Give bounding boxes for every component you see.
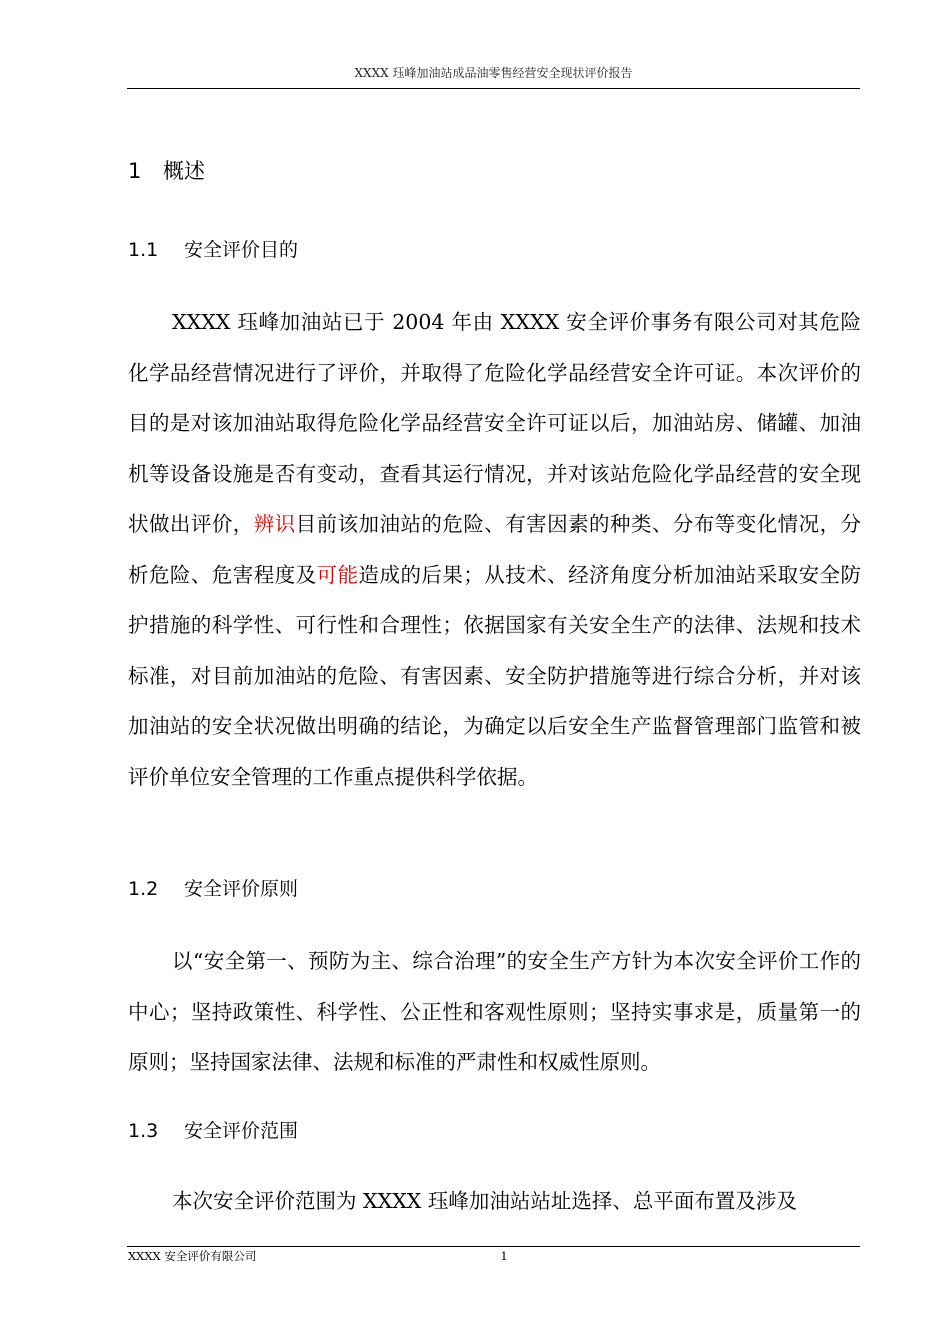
section-1-1-number: 1.1 xyxy=(128,239,159,261)
section-1-number: 1 xyxy=(128,159,142,183)
section-1-2-heading xyxy=(128,875,298,903)
paragraph-text-a: XXXX 珏峰加油站已于 2004 年由 XXXX 安全评价事务有限公司对其危险化学品经营情况进行了评价，并取得了危险化学品经营安全许可证。本次评价的目的是对该加油站取得危险化学品经营安全许可证以后，加油站房、储罐、加油机等设备设施是否有变动，查看其运行情况，并对该站危险化学品经营的安全现状做出评价， xyxy=(128,310,861,536)
section-1-3-paragraph: 本次安全评价范围为 XXXX 珏峰加油站站址选择、总平面布置及涉及 xyxy=(172,1189,797,1213)
highlight-text-b: 可能 xyxy=(316,562,359,587)
section-1-title: 概述 xyxy=(163,159,205,183)
footer-company: XXXX 安全评价有限公司 xyxy=(128,1249,257,1263)
section-1-1-paragraph xyxy=(128,297,861,802)
section-1-1-title: 安全评价目的 xyxy=(184,239,299,261)
running-header: XXXX 珏峰加油站成品油零售经营安全现状评价报告 xyxy=(354,66,633,80)
paragraph-text-b: 目前该加油站的危险、有害因素的种类、分布等变化情况，分析危险、危害程度及 xyxy=(128,512,862,587)
section-1-2-number: 1.2 xyxy=(128,878,159,900)
section-1-heading xyxy=(128,156,205,186)
highlight-text-a: 辨识 xyxy=(253,512,296,536)
section-1-3-number: 1.3 xyxy=(128,1120,159,1142)
footer-rule xyxy=(127,1246,860,1247)
paragraph-text-c: 造成的后果；从技术、经济角度分析加油站采取安全防护措施的科学性、可行性和合理性；依据国家有关安全生产的法律、法规和技术标准，对目前加油站的危险、有害因素、安全防护措施等进行综合分析，并对该加油站的安全状况做出明确的结论，为确定以后安全生产监督管理部门监管和被评价单位安全管理的工作重点提供科学依据。 xyxy=(128,562,862,789)
section-1-1-heading xyxy=(128,236,298,264)
section-1-2-paragraph: 以“安全第一、预防为主、综合治理”的安全生产方针为本次安全评价工作的中心；坚持政策性、科学性、公正性和客观性原则；坚持实事求是，质量第一的原则；坚持国家法律、法规和标准的严肃性和权威性原则。 xyxy=(128,949,861,1074)
section-1-2-title: 安全评价原则 xyxy=(184,878,299,900)
page-number: 1 xyxy=(500,1249,508,1263)
section-1-3-title: 安全评价范围 xyxy=(184,1120,299,1142)
header-rule xyxy=(127,88,860,89)
section-1-3-heading xyxy=(128,1117,298,1145)
